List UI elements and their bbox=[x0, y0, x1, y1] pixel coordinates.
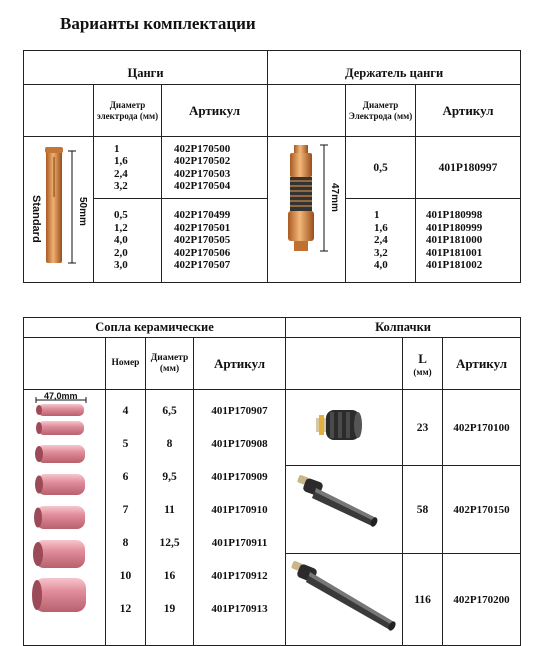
holder-image bbox=[268, 137, 346, 283]
collets-article-col-header: Артикул bbox=[162, 85, 268, 137]
collets-diameter-col-header: Диаметр электрода (мм) bbox=[94, 85, 162, 137]
collet-image bbox=[24, 137, 94, 283]
collet-length-label: 50mm bbox=[77, 197, 88, 226]
cap-medium-image bbox=[286, 466, 403, 554]
cell: 401P170907 bbox=[211, 404, 268, 417]
collets-holder-table bbox=[23, 50, 521, 283]
cell: 5 bbox=[122, 437, 129, 450]
cell: 3,2 bbox=[374, 246, 388, 259]
cell: 0,5 bbox=[373, 161, 388, 174]
cell: 402P170503 bbox=[174, 167, 231, 180]
holder-header: Держатель цанги bbox=[268, 51, 521, 85]
collets-header: Цанги bbox=[24, 51, 268, 85]
cap-short-drawing bbox=[286, 390, 403, 460]
nozzles-header: Сопла керамические bbox=[24, 318, 286, 338]
caps-row-2-article: 402P170200 bbox=[443, 554, 521, 646]
holder-diameter-col-header: Диаметр Электрода (мм) bbox=[346, 85, 416, 137]
cap-long-drawing bbox=[286, 554, 403, 640]
nozzles-article-column bbox=[194, 390, 286, 646]
cell: 0,5 bbox=[114, 209, 128, 222]
cell: 4 bbox=[122, 404, 129, 417]
cell: 402P170507 bbox=[174, 259, 231, 272]
cell: 402P170505 bbox=[174, 234, 231, 247]
cell: 1,6 bbox=[114, 155, 128, 168]
nozzles-caps-table bbox=[23, 317, 521, 646]
caps-row-1-article: 402P170150 bbox=[443, 466, 521, 554]
cell: 3,2 bbox=[114, 179, 128, 192]
caps-length-symbol: L bbox=[418, 350, 427, 366]
caps-row-0-article: 402P170100 bbox=[443, 390, 521, 466]
holder-group1-articles bbox=[416, 137, 521, 199]
caps-length-col-header bbox=[403, 338, 443, 390]
cell: 10 bbox=[119, 569, 132, 582]
cell: 401P180998 bbox=[426, 209, 483, 222]
cell: 401P181001 bbox=[426, 246, 483, 259]
collet-type-label: Standard bbox=[30, 195, 42, 243]
holder-length-label: 47mm bbox=[329, 183, 341, 212]
cell: 401P181000 bbox=[426, 234, 483, 247]
cell: 401P170910 bbox=[211, 503, 268, 516]
cap-short-image bbox=[286, 390, 403, 466]
cell: 401P181002 bbox=[426, 259, 483, 272]
cell: 402P170500 bbox=[174, 142, 231, 155]
cell: 402P170506 bbox=[174, 246, 231, 259]
cell: 401P170913 bbox=[211, 602, 268, 615]
cell: 401P170908 bbox=[211, 437, 268, 450]
cell: 8 bbox=[166, 437, 173, 450]
cell: 9,5 bbox=[162, 470, 177, 483]
caps-row-2-length: 116 bbox=[403, 554, 443, 646]
caps-header: Колпачки bbox=[286, 318, 521, 338]
cell: 6,5 bbox=[162, 404, 177, 417]
cell: 401P170911 bbox=[211, 536, 268, 549]
caps-row-0-length: 23 bbox=[403, 390, 443, 466]
cell: 1 bbox=[374, 209, 380, 222]
cell: 401P170912 bbox=[211, 569, 268, 582]
nozzles-diameter-column bbox=[146, 390, 194, 646]
nozzles-number-column bbox=[106, 390, 146, 646]
nozzle-length-label: 47,0mm bbox=[44, 391, 78, 401]
cell: 4,0 bbox=[374, 259, 388, 272]
cell: 12,5 bbox=[159, 536, 180, 549]
cell: 402P170502 bbox=[174, 155, 231, 168]
nozzles-drawing bbox=[24, 390, 106, 628]
collets-group2-diameters bbox=[94, 199, 162, 283]
holder-group2-articles bbox=[416, 199, 521, 283]
collets-group2-articles bbox=[162, 199, 268, 283]
cell: 2,0 bbox=[114, 246, 128, 259]
cell: 6 bbox=[122, 470, 129, 483]
cell: 1 bbox=[114, 142, 120, 155]
holder-article-col-header: Артикул bbox=[416, 85, 521, 137]
collets-group1-diameters bbox=[94, 137, 162, 199]
cell: 8 bbox=[122, 536, 129, 549]
cell: 16 bbox=[163, 569, 176, 582]
cell: 19 bbox=[163, 602, 176, 615]
cell: 7 bbox=[122, 503, 129, 516]
holder-group2-diameters bbox=[346, 199, 416, 283]
page-title: Варианты комплектации bbox=[60, 14, 256, 33]
cell: 401P180997 bbox=[438, 161, 498, 174]
cell: 4,0 bbox=[114, 234, 128, 247]
cap-medium-drawing bbox=[286, 466, 403, 548]
cell: 1,2 bbox=[114, 221, 128, 234]
cell: 3,0 bbox=[114, 259, 128, 272]
cell: 2,4 bbox=[374, 234, 388, 247]
cell: 402P170499 bbox=[174, 209, 231, 222]
cell: 401P180999 bbox=[426, 221, 483, 234]
cell: 402P170501 bbox=[174, 221, 231, 234]
holder-group1-diameters bbox=[346, 137, 416, 199]
collets-group1-articles bbox=[162, 137, 268, 199]
nozzles-diameter-col-header: Диаметр (мм) bbox=[146, 338, 194, 390]
cell: 401P170909 bbox=[211, 470, 268, 483]
caps-article-col-header: Артикул bbox=[443, 338, 521, 390]
nozzles-article-col-header: Артикул bbox=[194, 338, 286, 390]
caps-row-1-length: 58 bbox=[403, 466, 443, 554]
cell: 2,4 bbox=[114, 167, 128, 180]
cell: 402P170504 bbox=[174, 179, 231, 192]
cell: 12 bbox=[119, 602, 132, 615]
cell: 1,6 bbox=[374, 221, 388, 234]
nozzles-image bbox=[24, 390, 106, 646]
cell: 11 bbox=[164, 503, 175, 516]
cap-long-image bbox=[286, 554, 403, 646]
caps-length-unit: (мм) bbox=[413, 366, 432, 377]
nozzles-number-col-header: Номер bbox=[106, 338, 146, 390]
